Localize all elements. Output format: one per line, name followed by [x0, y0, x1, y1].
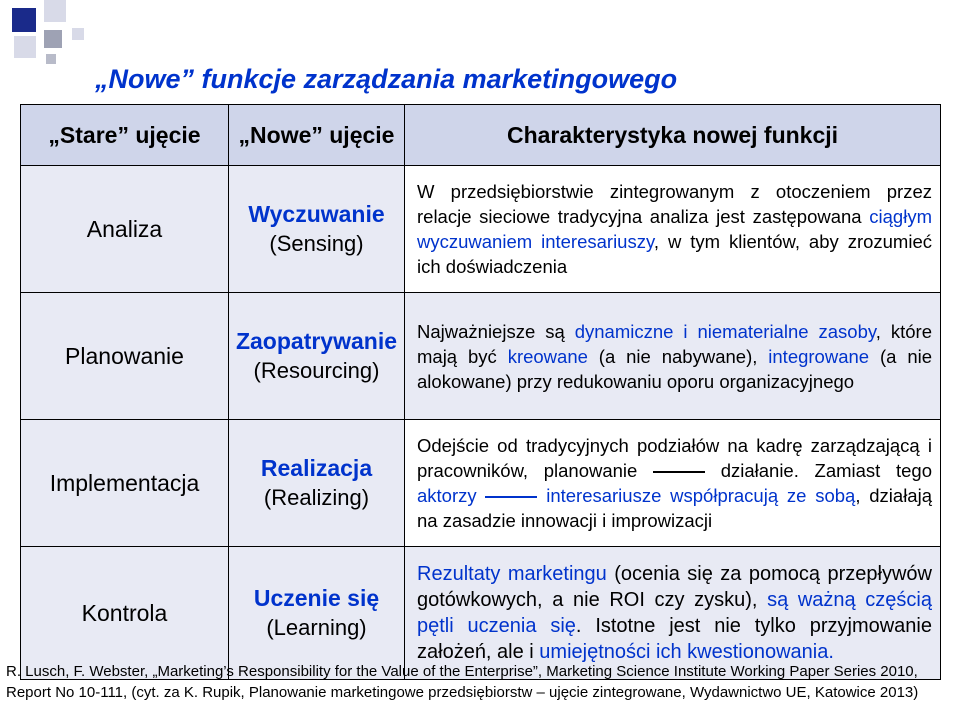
function-description: [405, 166, 941, 293]
function-description: [405, 547, 941, 680]
highlighted-text: ciągłym wyczuwaniem interesariuszy: [417, 206, 932, 252]
deco-square-gray: [44, 30, 62, 48]
new-function-name: Wyczuwanie: [248, 201, 385, 227]
description-text: . Istotne jest nie tylko przyjmowanie założeń, ale i: [417, 615, 932, 663]
new-function-english: (Resourcing): [253, 358, 380, 383]
new-function: [229, 420, 405, 547]
description-text: [477, 485, 486, 506]
description-text: Najważniejsze są: [417, 320, 575, 342]
dash-line: [485, 496, 537, 498]
function-description: [405, 420, 941, 547]
new-function-name: Uczenie się: [253, 585, 380, 611]
new-function-english: (Learning): [266, 615, 367, 640]
header-new-approach: „Nowe” ujęcie: [229, 105, 405, 166]
table-header-row: [21, 105, 941, 166]
new-function: [229, 166, 405, 293]
new-function-english: (Sensing): [269, 231, 364, 256]
highlighted-text: są ważną częścią pętli uczenia się: [417, 589, 932, 637]
new-function: [229, 293, 405, 420]
new-function-english: (Realizing): [263, 485, 370, 510]
functions-table: [20, 104, 941, 680]
old-function: Analiza: [21, 166, 229, 293]
deco-square-navy: [12, 8, 36, 32]
page-title: „Nowe” funkcje zarządzania marketingowego: [95, 64, 678, 94]
description-text: W przedsiębiorstwie zintegrowanym z otoczeniem przez relacje sieciowe tradycyjna analiza jest zastępowana: [417, 181, 932, 227]
highlighted-text: Rezultaty marketingu: [417, 563, 607, 585]
new-function: [229, 547, 405, 680]
highlighted-text: kreowane: [507, 345, 588, 367]
deco-square-gray: [46, 54, 56, 64]
deco-square-light: [72, 28, 84, 40]
new-function-name: Realizacja: [260, 455, 373, 481]
old-function: Implementacja: [21, 420, 229, 547]
header-characteristic: Charakterystyka nowej funkcji: [405, 105, 941, 166]
function-description: [405, 293, 941, 420]
description-text: działanie. Zamiast tego: [705, 460, 932, 481]
table-row: [21, 293, 941, 420]
description-text: (: [606, 563, 621, 585]
highlighted-text: aktorzy: [417, 485, 477, 506]
deco-square-light: [44, 0, 66, 22]
deco-square-light: [14, 36, 36, 58]
table-row: [21, 547, 941, 680]
highlighted-text: interesariusze współpracują ze sobą: [546, 485, 856, 506]
highlighted-text: dynamiczne i niematerialne zasoby: [574, 320, 876, 342]
description-text: ocenia się za pomocą przepływów gotówkowych, a nie ROI czy zysku),: [417, 563, 932, 611]
dash-line: [653, 471, 705, 473]
description-text: , które mają być: [417, 320, 932, 367]
table-row: [21, 420, 941, 547]
highlighted-text: umiejętności ich kwestionowania.: [539, 641, 834, 663]
description-text: , w tym klientów, aby zrozumieć ich doświadczenia: [417, 231, 932, 277]
table-row: [21, 166, 941, 293]
highlighted-text: integrowane: [768, 345, 870, 367]
description-text: (a nie alokowane) przy redukowaniu oporu organizacyjnego: [417, 345, 933, 392]
description-text: , działają na zasadzie innowacji i improwizacji: [417, 485, 932, 531]
old-function: Planowanie: [21, 293, 229, 420]
old-function: Kontrola: [21, 547, 229, 680]
source-citation: R. Lusch, F. Webster, „Marketing’s Responsibility for the Value of the Enterprise”, Marketing Science Institute Working Paper Series 2010, Report No 10-111, (cyt. za K. Rupik, Planowanie marketingowe przedsiębiorstw – ujęcie zintegrowane, Wydawnictwo UE, Katowice 2013): [6, 663, 919, 701]
header-old-approach: „Stare” ujęcie: [21, 105, 229, 166]
description-text: [537, 485, 546, 506]
description-text: (a nie nabywane),: [587, 345, 769, 367]
new-function-name: Zaopatrywanie: [235, 328, 398, 354]
description-text: Odejście od tradycyjnych podziałów na kadrę zarządzającą i pracowników, planowanie: [417, 435, 932, 481]
